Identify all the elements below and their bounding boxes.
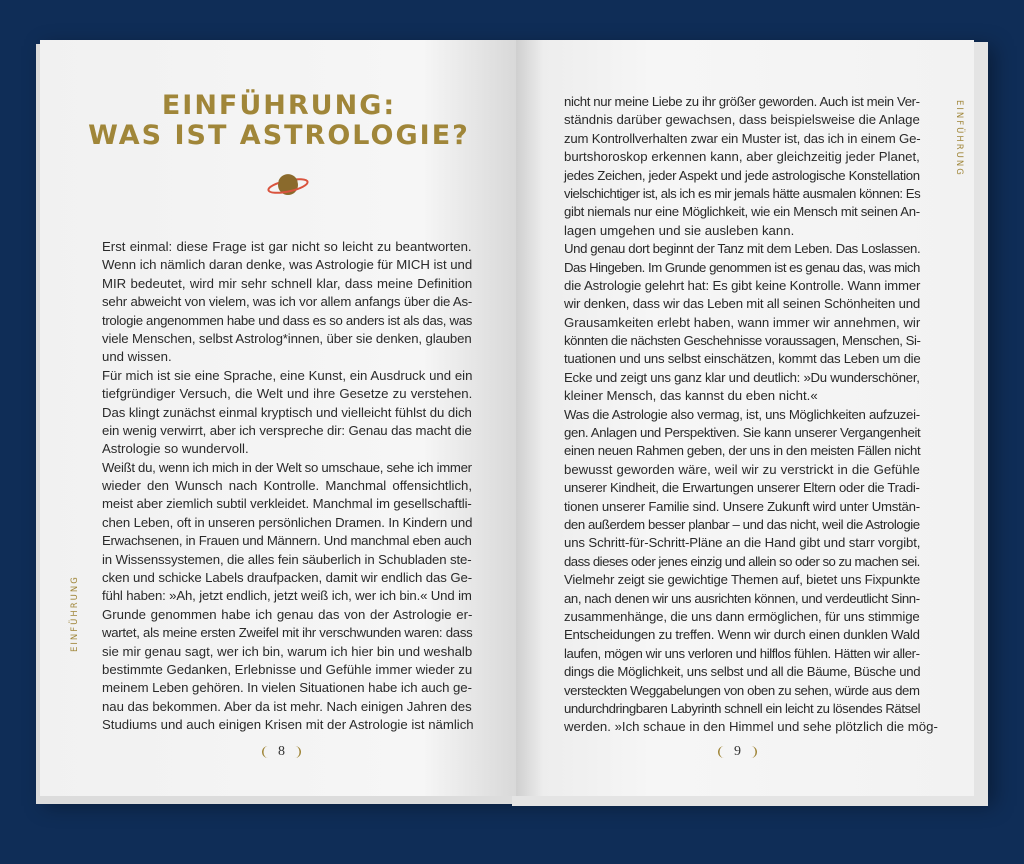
text-line: gibt niemals nur eine Möglichkeit, wie ein Mensch mit seinen An- <box>564 204 920 220</box>
text-line: Das klingt zunächst einmal kryptisch und vielleicht fühlst du dich <box>102 404 472 420</box>
text-line: laufen, mögen wir uns verloren und hilflos fühlen. Hätten wir aller- <box>564 645 920 661</box>
running-head-left: EINFÜHRUNG <box>70 575 80 652</box>
page-number-9: 9 <box>734 744 741 759</box>
text-line: und wissen. <box>102 349 172 365</box>
text-line: werden. »Ich schaue in den Himmel und sehe plötzlich die mög- <box>564 719 938 735</box>
text-line: undurchdringbaren Labyrinth schnell ein leicht zu lösendes Rätsel <box>564 700 921 716</box>
text-line: bestimmte Gedanken, Erlebnisse und Gefühle immer wieder zu <box>102 661 473 677</box>
text-line: Ecke und zeigt uns ganz klar und deutlich: »Du wunderschöner, <box>564 369 920 385</box>
text-line: viele Menschen, selbst Astrolog*innen, über sie denken, glauben <box>102 330 472 346</box>
text-line: vielschichtiger ist, als ich es mir jemals hätte ausmalen können: Es <box>564 185 921 201</box>
planet-icon <box>266 170 310 200</box>
text-line: fühl haben: »Ah, jetzt endlich, jetzt weiß ich, wer ich bin.« Und im <box>102 588 472 604</box>
text-line: nau das bekommen. Aber da ist mehr. Nach einigen Jahren des <box>102 698 472 714</box>
text-line: meinem Leben gehören. In vielen Situationen habe ich auch ge- <box>102 680 472 696</box>
chapter-title-line2: WAS IST ASTROLOGIE? <box>88 120 470 151</box>
text-line: wieder den Wunsch nach Kontrolle. Manchmal offensichtlich, <box>102 478 473 494</box>
crescent-moon-icon <box>747 745 759 759</box>
text-line: Das Hingeben. Im Grunde genommen ist es genau das, was mich <box>564 259 920 275</box>
text-line: an, nach denen wir uns ausrichten können, und verdeutlicht Sinn- <box>564 590 920 606</box>
text-line: versteckten Weggabelungen von oben zu sehen, würde aus dem <box>564 682 920 698</box>
text-line: dings die Möglichkeit, uns selbst und all die Bäume, Büsche und <box>564 664 921 680</box>
text-line: Erst einmal: diese Frage ist gar nicht so leicht zu beantworten. <box>102 239 472 254</box>
text-line: MIR bedeutet, wird mir sehr schnell klar, dass meine Definition <box>102 275 473 291</box>
text-line: cken und schicke Labels draufpacken, damit wir endlich das Ge- <box>102 570 473 586</box>
text-line: tiefgründiger Versuch, die Welt und ihre Gesetze zu verstehen. <box>102 386 473 402</box>
text-line: unserer Kindheit, die Erwartungen unserer Eltern oder die Tradi- <box>564 480 920 496</box>
right-body-text <box>564 93 938 737</box>
text-line: Studiums und auch einigen Krisen mit der Astrologie ist nämlich <box>102 717 474 733</box>
chapter-title-line1: EINFÜHRUNG: <box>161 90 397 121</box>
text-line: Erwachsenen, in Frauen und Männern. Und manchmal eben auch <box>102 533 472 549</box>
text-line: dass dieses oder jenes einzig und allein so oder so zu machen sei. <box>564 553 920 569</box>
right-page <box>516 40 974 796</box>
text-line: meist aber ziemlich subtil verkleidet. Manchmal im gesellschaftli- <box>102 496 472 512</box>
text-line: einen neuen Rahmen geben, der uns in den meisten Fällen nicht <box>564 443 921 459</box>
text-line: Wenn ich nämlich daran denke, was Astrologie für MICH ist und <box>102 257 473 273</box>
text-line: gen. Anlagen und Perspektiven. Sie kann unserer Vergangenheit <box>564 425 921 441</box>
text-line: bewusst geworden wäre, weil wir zu verstrickt in die Gefühle <box>564 461 920 477</box>
text-line: Weißt du, wenn ich mich in der Welt so umschaue, sehe ich immer <box>102 459 472 475</box>
text-line: könnten die nächsten Geschehnisse voraussagen, Menschen, Si- <box>564 333 921 349</box>
text-line: Grausamkeiten erlebt haben, wann immer wir annehmen, wir <box>564 314 921 330</box>
page-number-right <box>716 744 759 760</box>
crescent-moon-icon <box>260 745 272 759</box>
text-line: nicht nur meine Liebe zu ihr größer geworden. Auch ist mein Ver- <box>564 94 920 109</box>
text-line: burtshoroskop erkennen kann, aber gleichzeitig jeder Planet, <box>564 149 920 165</box>
text-line: uns Schritt-für-Schritt-Pläne an die Hand gibt und starr vorgibt, <box>564 535 921 551</box>
text-line: wir denken, dass wir das Leben mit all seinen Schönheiten und <box>564 296 921 312</box>
crescent-moon-icon <box>291 745 303 759</box>
running-head-right: EINFÜHRUNG <box>954 100 964 177</box>
left-page <box>40 40 518 796</box>
text-line: in Wissenssystemen, die alles fein säuberlich in Schubladen ste- <box>102 551 472 567</box>
text-line: Was die Astrologie also vermag, ist, uns Möglichkeiten aufzuzei- <box>564 406 920 422</box>
text-line: ständnis darüber gewachsen, dass beispielsweise die Anlage <box>564 112 920 128</box>
text-line: die Astrologie gelehrt hat: Es gibt keine Kontrolle. Wann immer <box>564 277 921 293</box>
text-line: chen Leben, oft in unseren persönlichen Dramen. In Kindern und <box>102 514 473 530</box>
text-line: sie mir genau sagt, wer ich bin, warum ich hier bin und weshalb <box>102 643 473 659</box>
text-line: Für mich ist sie eine Sprache, eine Kunst, ein Ausdruck und ein <box>102 367 473 383</box>
text-line: wartet, als meine ersten Zweifel mit ihr verschwunden waren: dass <box>102 625 473 641</box>
text-line: den außerdem besser planbar – und das nicht, weil die Astrologie <box>564 516 920 532</box>
page-number-8: 8 <box>278 744 285 759</box>
text-line: tuationen und uns selbst einschätzen, kommt das Leben um die <box>564 351 921 367</box>
text-line: Grunde genommen habe ich genau das von der Astrologie er- <box>102 606 473 622</box>
text-line: trologie angenommen habe und dass es so anders ist als das, was <box>102 312 472 328</box>
text-line: tionen unserer Familie sind. Unsere Zukunft wird unter Umstän- <box>564 498 920 514</box>
text-line: Und genau dort beginnt der Tanz mit dem Leben. Das Loslassen. <box>564 241 921 257</box>
text-line: ein wenig verwirrt, aber ich verspreche dir: Genau das macht die <box>102 422 472 438</box>
text-line: Entscheidungen zu treffen. Wenn wir durch einen dunklen Wald <box>564 627 920 643</box>
text-line: Vielmehr zeigt sie gewichtige Themen auf, bietet uns Fixpunkte <box>564 572 920 588</box>
text-line: jedes Zeichen, jeder Aspekt und jede astrologische Konstellation <box>564 167 920 183</box>
crescent-moon-icon <box>716 745 728 759</box>
text-line: lagen umgehen und sie ausleben kann. <box>564 222 795 238</box>
text-line: zum Kontrollverhalten zwar ein Muster ist, das ich in einem Ge- <box>564 130 921 146</box>
text-line: kleiner Mensch, das kannst du eben nicht.« <box>564 388 818 404</box>
left-body-text <box>102 238 472 735</box>
text-line: Astrologie so wundervoll. <box>102 441 249 457</box>
text-line: zusammenhänge, die uns dann ermöglichen, für uns stimmige <box>564 608 920 624</box>
page-number-left <box>260 744 303 760</box>
text-line: sehr abweicht von vielem, was ich vor allem anfangs über die As- <box>102 294 473 310</box>
